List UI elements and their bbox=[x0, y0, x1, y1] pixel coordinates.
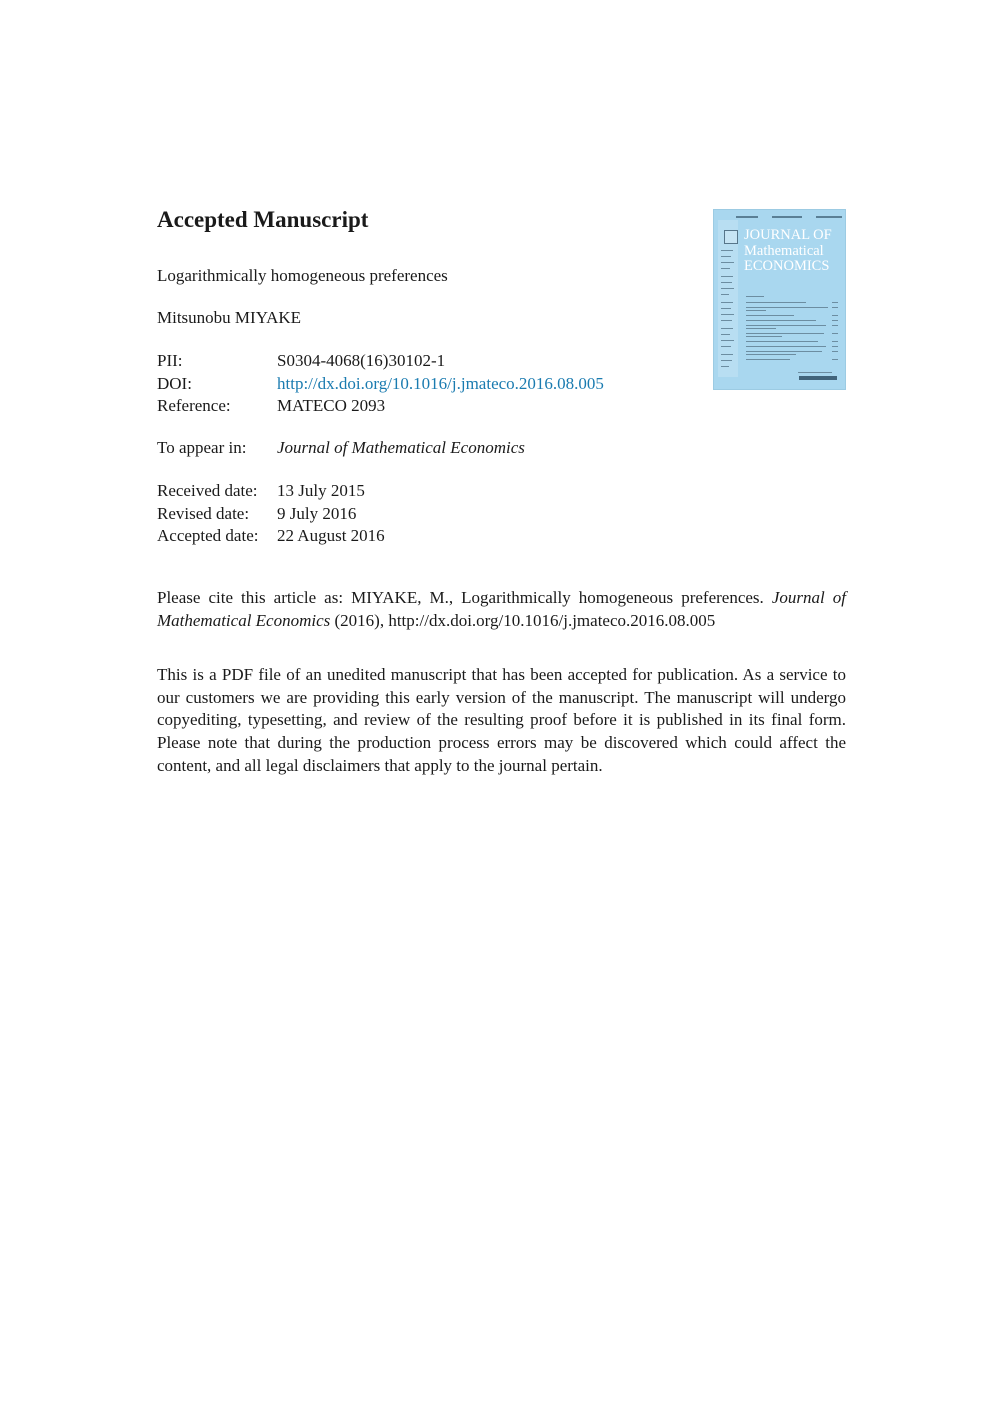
journal-cover-image bbox=[713, 209, 846, 390]
cover-title-line-2: Mathematical bbox=[744, 242, 824, 259]
citation-paragraph bbox=[157, 587, 846, 632]
appear-label: To appear in: bbox=[157, 438, 247, 457]
received-date-label: Received date: bbox=[157, 481, 258, 500]
author-name: Mitsunobu MIYAKE bbox=[157, 308, 302, 327]
doi-link[interactable]: http://dx.doi.org/10.1016/j.jmateco.2016.08.005 bbox=[277, 374, 604, 393]
elsevier-logo-icon bbox=[724, 230, 738, 244]
accepted-date-value: 22 August 2016 bbox=[277, 526, 385, 545]
cover-sidebar bbox=[718, 220, 738, 377]
reference-value: MATECO 2093 bbox=[277, 396, 386, 415]
accepted-date-label: Accepted date: bbox=[157, 526, 259, 545]
reference-label: Reference: bbox=[157, 396, 231, 415]
cover-header-strip bbox=[736, 216, 842, 219]
doi-label: DOI: bbox=[157, 374, 192, 393]
received-date-value: 13 July 2015 bbox=[277, 481, 365, 500]
cover-publisher-logo bbox=[799, 376, 837, 380]
revised-date-value: 9 July 2016 bbox=[277, 504, 357, 523]
pii-label: PII: bbox=[157, 351, 183, 370]
journal-name: Journal of Mathematical Economics bbox=[277, 438, 525, 457]
page-heading: Accepted Manuscript bbox=[157, 207, 369, 232]
cover-title-line-1: JOURNAL OF bbox=[744, 227, 832, 243]
citation-prefix: Please cite this article as: MIYAKE, M., Logarithmically homogeneous preferences. bbox=[157, 588, 764, 607]
cover-title-line-3: ECONOMICS bbox=[744, 258, 830, 274]
cover-journal-title bbox=[744, 228, 844, 275]
article-title: Logarithmically homogeneous preferences bbox=[157, 266, 448, 285]
revised-date-label: Revised date: bbox=[157, 504, 250, 523]
pii-value: S0304-4068(16)30102-1 bbox=[277, 351, 446, 370]
disclaimer-paragraph: This is a PDF file of an unedited manuscript that has been accepted for publication. As a service to our customers we are providing this early version of the manuscript. The manuscript will undergo copyediting, typesetting, and review of the resulting proof before it is published in its final form. Please note that during the production process errors may be discovered which could affect the content, and all legal disclaimers that apply to the journal pertain. bbox=[157, 665, 846, 775]
citation-suffix: (2016), http://dx.doi.org/10.1016/j.jmateco.2016.08.005 bbox=[334, 610, 716, 630]
citation-journal: Journal of Mathematical Economics bbox=[157, 588, 846, 630]
